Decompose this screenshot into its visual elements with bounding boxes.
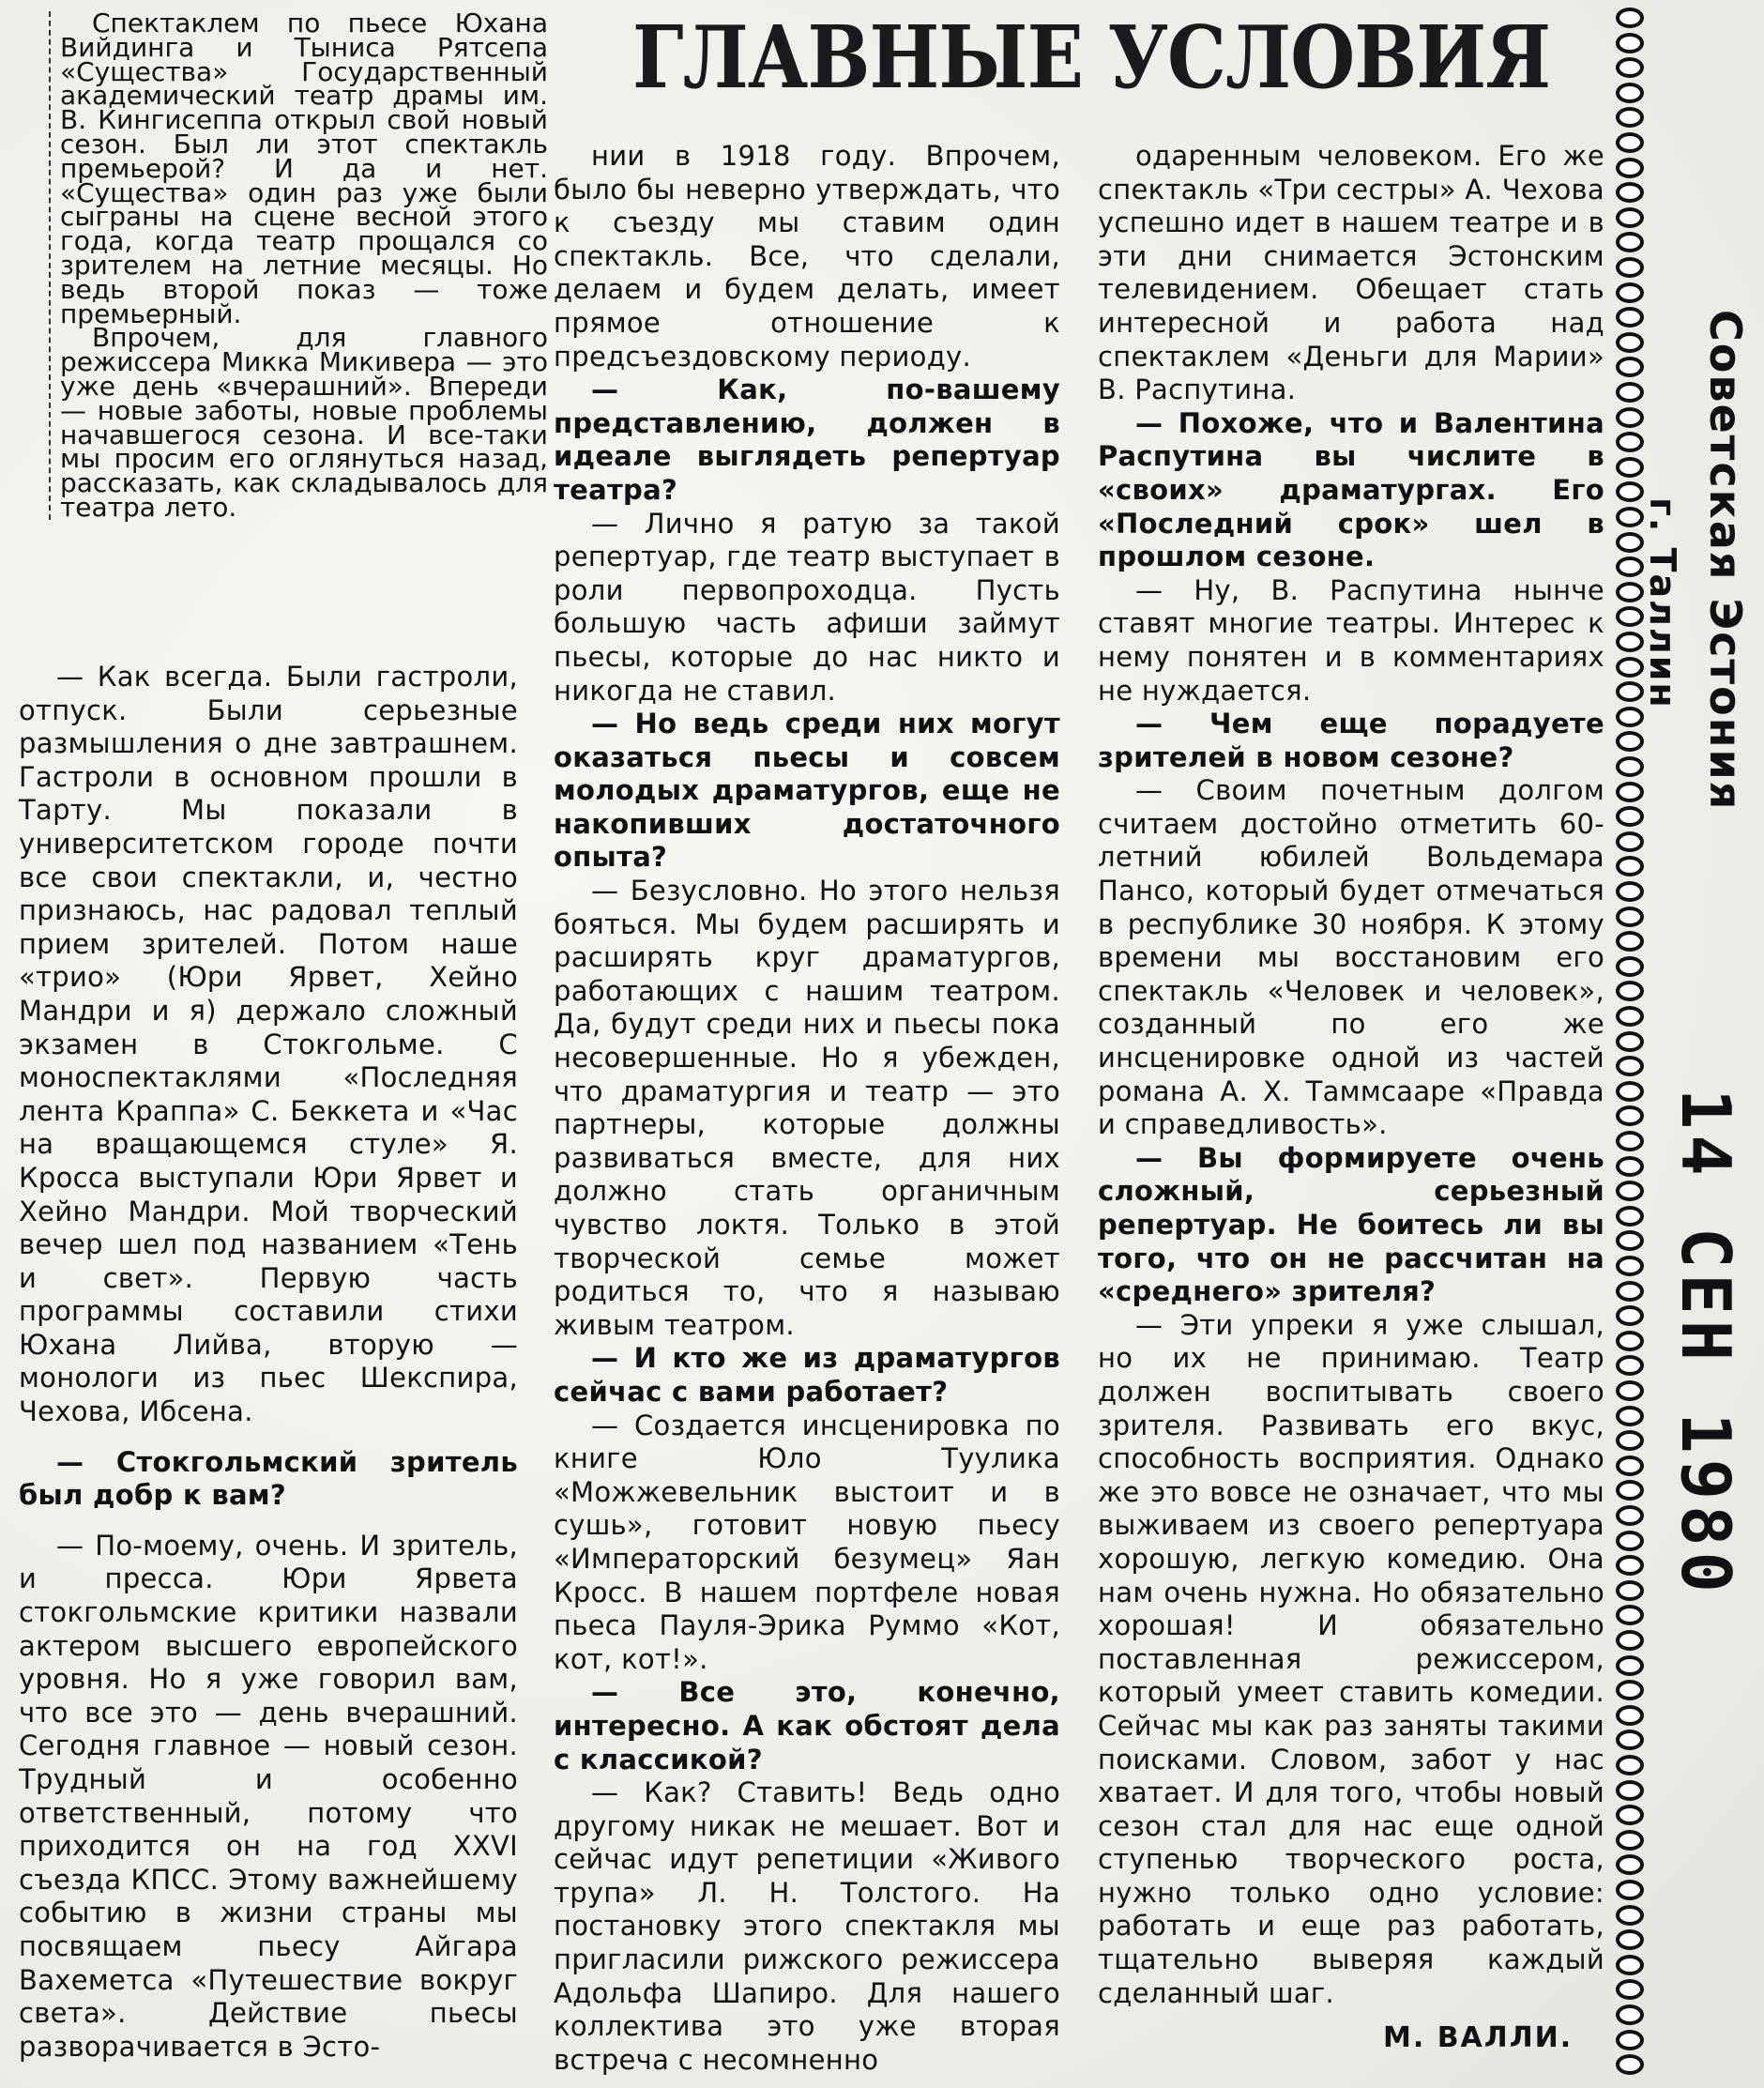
binding-hole [1616, 956, 1644, 977]
binding-hole [1616, 1780, 1644, 1801]
binding-hole [1616, 1655, 1644, 1676]
binding-hole [1616, 481, 1644, 502]
binding-hole [1616, 1979, 1644, 2000]
author-signature: М. ВАЛЛИ. [1383, 2021, 1574, 2054]
binding-hole [1616, 457, 1644, 478]
binding-hole [1616, 1905, 1644, 1926]
binding-hole [1616, 657, 1644, 678]
binding-hole [1616, 1830, 1644, 1851]
binding-hole [1616, 582, 1644, 602]
binding-hole [1616, 57, 1644, 78]
binding-hole [1616, 532, 1644, 553]
article-column-3 [1098, 140, 1604, 2010]
col3-p2: — Ну, В. Распутина нынче ставят многие театры. Интерес к нему понятен и в комментариях не нуждается. [1098, 573, 1604, 707]
lead-paragraph [49, 8, 548, 523]
binding-hole [1616, 1755, 1644, 1776]
binding-hole [1616, 307, 1644, 328]
binding-hole [1616, 1031, 1644, 1052]
binding-hole [1616, 1206, 1644, 1227]
binding-hole [1616, 282, 1644, 303]
binding-hole [1616, 1605, 1644, 1625]
binding-hole [1616, 1531, 1644, 1551]
binding-hole [1616, 1131, 1644, 1151]
binding-hole [1616, 1006, 1644, 1027]
binding-hole [1616, 707, 1644, 727]
col3-question-3: — Вы формируете очень сложный, серьезный репертуар. Не боитесь ли вы того, что он не рассчитан на «среднего» зрителя? [1098, 1141, 1604, 1308]
binding-hole [1616, 33, 1644, 53]
binding-hole [1616, 1181, 1644, 1201]
binding-hole [1616, 1056, 1644, 1076]
binding-holes [1616, 0, 1653, 2088]
binding-hole [1616, 1880, 1644, 1900]
col2-p2: — Лично я ратую за такой репертуар, где театр выступает в роли первопроходца. Пусть большую часть афиши займут пьесы, которые до нас никто и никогда не ставил. [554, 507, 1060, 707]
binding-hole [1616, 806, 1644, 827]
binding-hole [1616, 1256, 1644, 1276]
binding-hole [1616, 158, 1644, 178]
binding-hole [1616, 2054, 1644, 2075]
binding-hole [1616, 8, 1644, 28]
binding-hole [1616, 357, 1644, 377]
binding-hole [1616, 1406, 1644, 1426]
lead-p1: Спектаклем по пьесе Юхана Вийдинга и Тыниса Рятсепа «Существа» Государственный академический театр драмы им. В. Кингисеппа открыл свой новый сезон. Был ли этот спектакль премьерой? И да и нет. «Существа» один раз уже были сыграны на сцене весной этого года, когда театр прощался со зрителем на летние месяцы. Но ведь второй показ — тоже премьерный. [60, 8, 548, 329]
col2-p1: нии в 1918 году. Впрочем, было бы неверно утверждать, что к съезду мы ставим один спектакль. Все, что сделали, делаем и будем делать, имеет прямое отношение к предсъездовскому периоду. [554, 140, 1060, 373]
binding-hole [1616, 606, 1644, 627]
col2-p5: — Как? Ставить! Ведь одно другому никак не мешает. Вот и сейчас идут репетиции «Живого трупа» Л. Н. Толстого. На постановку этого спектакля мы пригласили рижского режиссера Адольфа Шапиро. Для нашего коллектива это уже вторая встреча с несомненно [554, 1776, 1060, 2076]
binding-hole [1616, 1505, 1644, 1526]
binding-hole [1616, 1105, 1644, 1126]
binding-hole [1616, 831, 1644, 852]
col1-question-1: — Стокгольмский зритель был добр к вам? [19, 1445, 518, 1512]
binding-hole [1616, 1929, 1644, 1950]
binding-hole [1616, 207, 1644, 228]
newspaper-name: Советская Эстония [1700, 310, 1751, 812]
binding-hole [1616, 257, 1644, 278]
binding-hole [1616, 107, 1644, 128]
binding-hole [1616, 132, 1644, 153]
binding-hole [1616, 1805, 1644, 1825]
binding-hole [1616, 407, 1644, 428]
binding-hole [1616, 1456, 1644, 1476]
binding-hole [1616, 1230, 1644, 1251]
binding-hole [1616, 2004, 1644, 2025]
binding-hole [1616, 1680, 1644, 1700]
col3-p3: — Своим почетным долгом считаем достойно отметить 60-летний юбилей Вольдемара Пансо, который будет отмечаться в республике 30 ноября. К этому времени мы восстановим его спектакль «Человек и человек», созданный по его же инсценировке одной из частей романа А. Х. Таммсааре «Правда и справедливость». [1098, 774, 1604, 1141]
binding-hole [1616, 1854, 1644, 1875]
binding-hole [1616, 756, 1644, 777]
col1-p1: — Как всегда. Были гастроли, отпуск. Были серьезные размышления о дне завтрашнем. Гастроли в основном прошли в Тарту. Мы показали в университетском городе почти все свои спектакли, и, честно признаюсь, нас радовал теплый прием зрителей. Потом наше «трио» (Юри Ярвет, Хейно Мандри и я) держало сложный экзамен в Стокгольме. С моноспектаклями «Последняя лента Краппа» С. Беккета и «Час на вращающемся стуле» Я. Кросса выступали Юри Ярвет и Хейно Мандри. Мой творческий вечер шел под названием «Тень и свет». Первую часть программы составили стихи Юхана Лийва, вторую — монологи из пьес Шекспира, Чехова, Ибсена. [19, 661, 518, 1428]
binding-hole [1616, 681, 1644, 702]
binding-hole [1616, 382, 1644, 403]
binding-hole [1616, 1430, 1644, 1451]
col3-question-1: — Похоже, что и Валентина Распутина вы числите в «своих» драматургах. Его «Последний срок» шел в прошлом сезоне. [1098, 406, 1604, 573]
binding-hole [1616, 731, 1644, 752]
binding-hole [1616, 1480, 1644, 1501]
binding-hole [1616, 1955, 1644, 1975]
col2-question-3: — И кто же из драматургов сейчас с вами работает? [554, 1342, 1060, 1408]
binding-hole [1616, 782, 1644, 802]
binding-hole [1616, 1705, 1644, 1726]
col2-question-2: — Но ведь среди них могут оказаться пьесы и совсем молодых драматургов, еще не накопивших достаточного опыта? [554, 708, 1060, 874]
col3-p4: — Эти упреки я уже слышал, но их не принимаю. Театр должен воспитывать своего зрителя. Развивать его вкус, способность восприятия. Однако же это вовсе не означает, что мы выживаем из своего репертуара хорошую, легкую комедию. Она нам очень нужна. Но обязательно хорошая! И обязательно поставленная режиссером, который умеет ставить комедии. Сейчас мы как раз заняты такими поисками. Словом, забот у нас хватает. И для того, чтобы новый сезон стал для нас еще одной ступенью творческого роста, нужно только одно условие: работать и еще раз работать, тщательно выверяя каждый сделанный шаг. [1098, 1308, 1604, 2009]
binding-hole [1616, 1081, 1644, 1102]
binding-hole [1616, 1156, 1644, 1177]
binding-hole [1616, 1555, 1644, 1576]
article-column-1 [19, 661, 518, 2064]
binding-hole [1616, 1630, 1644, 1651]
binding-hole [1616, 1281, 1644, 1302]
binding-hole [1616, 432, 1644, 452]
col2-question-1: — Как, по-вашему представлению, должен в идеале выглядеть репертуар театра? [554, 373, 1060, 506]
binding-hole [1616, 907, 1644, 927]
headline: ГЛАВНЫЕ УСЛОВИЯ [632, 7, 1551, 108]
binding-hole [1616, 332, 1644, 353]
binding-hole [1616, 1380, 1644, 1401]
binding-hole [1616, 1331, 1644, 1351]
binding-hole [1616, 981, 1644, 1001]
binding-hole [1616, 856, 1644, 876]
binding-hole [1616, 1730, 1644, 1750]
city-label: г. Таллин [1642, 497, 1683, 709]
binding-hole [1616, 556, 1644, 577]
binding-hole [1616, 182, 1644, 203]
col2-p3: — Безусловно. Но этого нельзя бояться. Мы будем расширять и расширять круг драматургов, работающих с нашим театром. Да, будут среди них и пьесы пока несовершенные. Но я убежден, что драматургия и театр — это партнеры, которые должны развиваться вместе, для них должно стать органичным чувство локтя. Только в этой творческой семье может родиться то, что я называю живым театром. [554, 875, 1060, 1341]
col1-p2: — По-моему, очень. И зритель, и пресса. Юри Ярвета стокгольмские критики назвали актером высшего европейского уровня. Но я уже говорил вам, что все это — день вчерашний. Сегодня главное — новый сезон. Трудный и особенно ответственный, потому что приходится он на год XXVI съезда КПСС. Этому важнейшему событию в жизни страны мы посвящаем пьесу Айгара Вахеметса «Путешествие вокруг света». Действие пьесы разворачивается в Эсто- [19, 1529, 518, 2063]
article-column-2 [554, 140, 1060, 2077]
binding-hole [1616, 881, 1644, 902]
binding-hole [1616, 1305, 1644, 1326]
lead-p2: Впрочем, для главного режиссера Микка Микивера — это уже день «вчерашний». Впереди — новые заботы, новые проблемы начавшегося сезона. И все-таки мы просим его оглянуться назад, рассказать, как складывалось для театра лето. [60, 322, 548, 523]
binding-hole [1616, 507, 1644, 527]
binding-hole [1616, 232, 1644, 252]
binding-hole [1616, 2030, 1644, 2050]
binding-hole [1616, 83, 1644, 103]
col3-question-2: — Чем еще порадуете зрителей в новом сезоне? [1098, 708, 1604, 773]
col2-p4: — Создается инсценировка по книге Юло Туулика «Можжевельник выстоит и в сушь», готовит новую пьесу «Императорский безумец» Яан Кросс. В нашем портфеле новая пьеса Пауля-Эрика Руммо «Кот, кот, кот!». [554, 1409, 1060, 1675]
col3-p1: одаренным человеком. Его же спектакль «Три сестры» А. Чехова успешно идет в нашем театре и в эти дни снимается Эстонским телевидением. Обещает стать интересной и работа над спектаклем «Деньги для Марии» В. Распутина. [1098, 140, 1604, 406]
binding-hole [1616, 1580, 1644, 1601]
binding-hole [1616, 1355, 1644, 1376]
col2-question-4: — Все это, конечно, интересно. А как обстоят дела с классикой? [554, 1676, 1060, 1776]
date-stamp: 14 СЕН 1980 [1666, 1089, 1745, 1598]
binding-hole [1616, 931, 1644, 952]
binding-hole [1616, 632, 1644, 652]
